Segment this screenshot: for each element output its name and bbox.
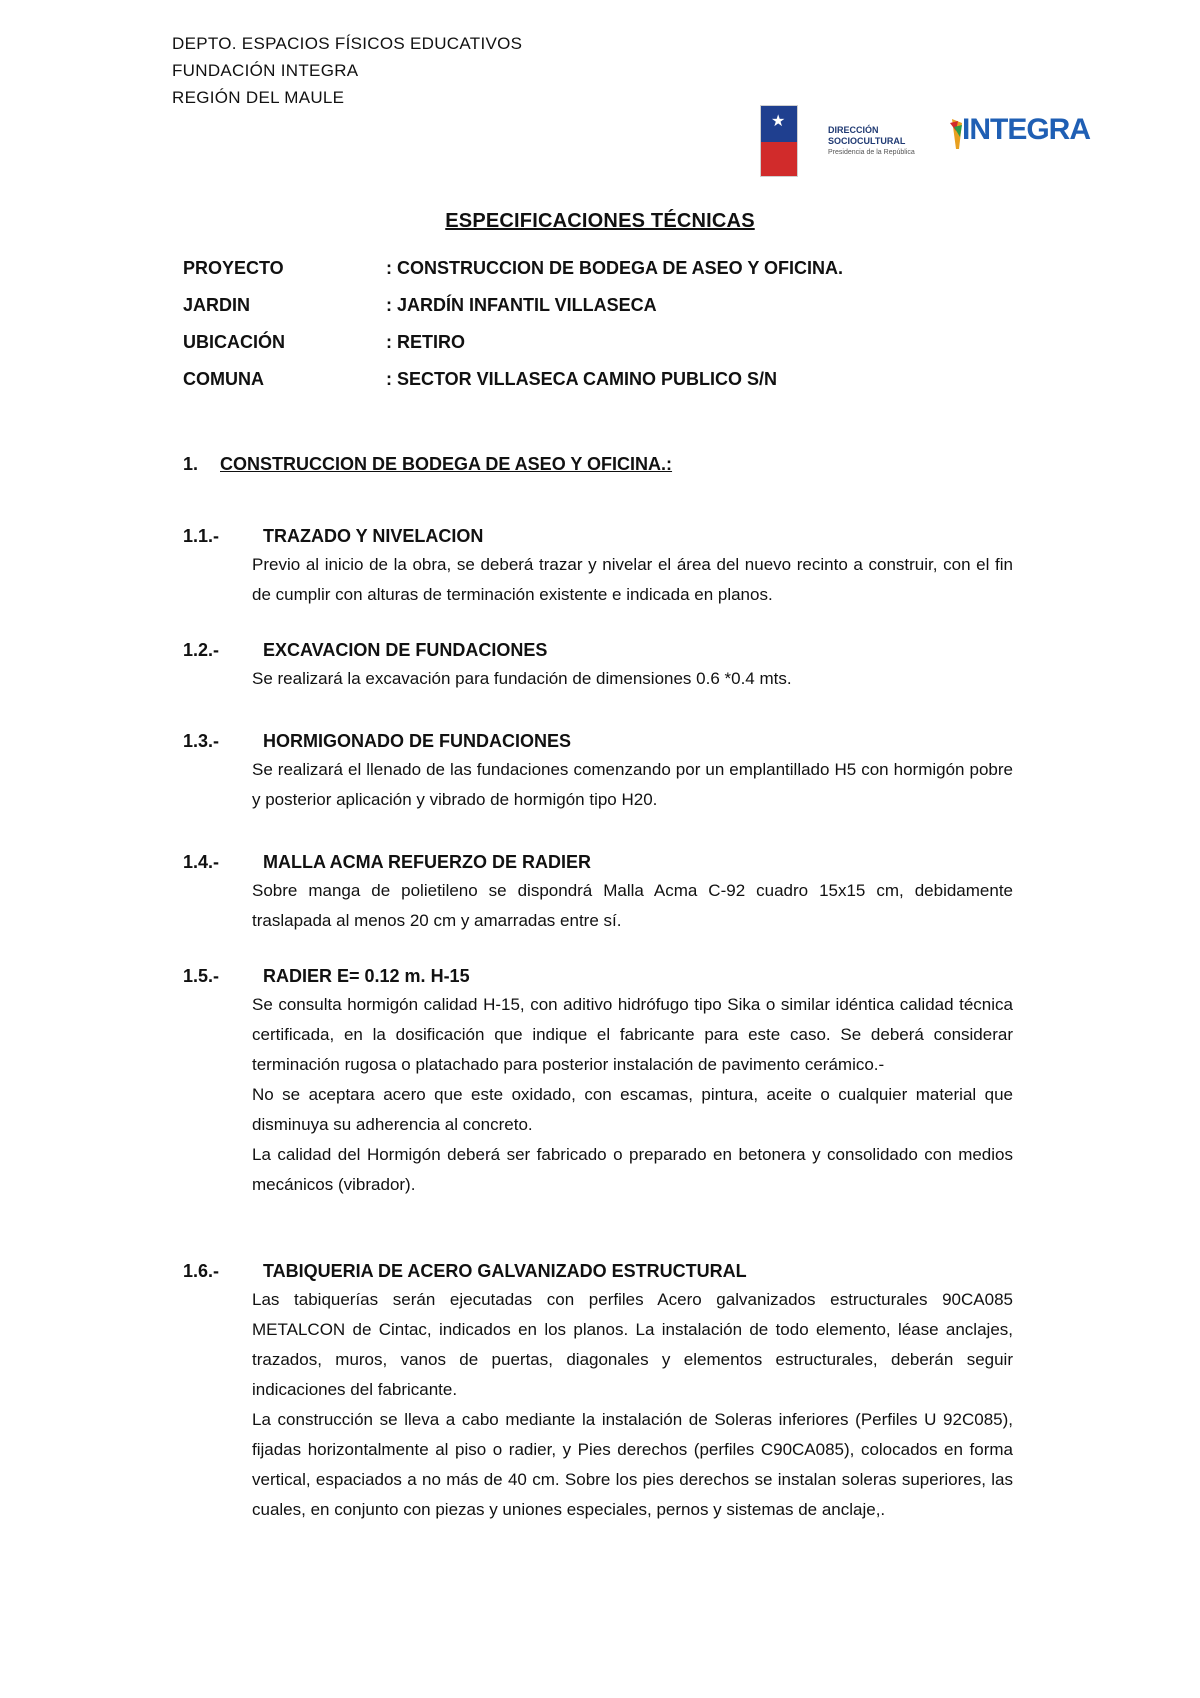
dsc-subtitle: Presidencia de la República <box>828 149 915 156</box>
item-number: 1.3.- <box>183 731 220 751</box>
dsc-title: DIRECCIÓN SOCIOCULTURAL <box>828 125 906 146</box>
item-title: RADIER E= 0.12 m. H-15 <box>263 966 470 986</box>
item-number: 1.1.- <box>183 526 220 546</box>
info-label: PROYECTO <box>183 258 284 278</box>
star-icon: ★ <box>771 113 786 130</box>
info-value: : SECTOR VILLASECA CAMINO PUBLICO S/N <box>386 369 778 389</box>
item-heading <box>183 522 1013 550</box>
item-tabiqueria <box>183 1257 1013 1525</box>
institution-header <box>172 30 522 111</box>
integra-logo <box>950 109 1090 159</box>
header-foundation: FUNDACIÓN INTEGRA <box>172 61 359 80</box>
item-excavacion <box>183 636 1013 694</box>
item-paragraph: No se aceptara acero que este oxidado, con escamas, pintura, aceite o cualquier material que disminuya su adherencia al concreto. <box>252 1085 1013 1134</box>
direccion-sociocultural-logo <box>828 125 948 158</box>
gobierno-de-chile-logo <box>760 105 798 177</box>
item-paragraph: La calidad del Hormigón deberá ser fabricado o preparado en betonera y consolidado con medios mecánicos (vibrador). <box>252 1145 1013 1194</box>
section-number: 1. <box>183 454 199 474</box>
item-hormigonado <box>183 727 1013 815</box>
document-title: ESPECIFICACIONES TÉCNICAS <box>445 210 755 232</box>
info-label: COMUNA <box>183 369 264 389</box>
item-heading <box>183 962 1013 990</box>
item-number: 1.5.- <box>183 966 220 986</box>
section-heading <box>183 454 672 475</box>
item-paragraph: Sobre manga de polietileno se dispondrá Malla Acma C-92 cuadro 15x15 cm, debidamente traslapada al menos 20 cm y amarradas entre sí. <box>252 881 1013 930</box>
item-paragraph: Las tabiquerías serán ejecutadas con perfiles Acero galvanizados estructurales 90CA085 METALCON de Cintac, indicados en los planos. La instalación de todo elemento, léase anclajes, trazados, muros, vanos de puertas, diagonales y elementos estructurales, deberán seguir indicaciones del fabricante. <box>252 1290 1013 1399</box>
item-title: MALLA ACMA REFUERZO DE RADIER <box>263 852 591 872</box>
item-number: 1.2.- <box>183 640 220 660</box>
item-paragraph: Previo al inicio de la obra, se deberá trazar y nivelar el área del nuevo recinto a construir, con el fin de cumplir con alturas de terminación existente e indicada en planos. <box>252 555 1013 604</box>
item-heading <box>183 636 1013 664</box>
info-value: : CONSTRUCCION DE BODEGA DE ASEO Y OFICINA. <box>386 258 844 278</box>
item-title: HORMIGONADO DE FUNDACIONES <box>263 731 572 751</box>
item-title: TABIQUERIA DE ACERO GALVANIZADO ESTRUCTURAL <box>263 1261 747 1281</box>
integra-wordmark: INTEGRA <box>962 113 1090 146</box>
item-heading <box>183 1257 1013 1285</box>
info-value: : RETIRO <box>386 332 465 352</box>
item-radier <box>183 962 1013 1200</box>
item-title: EXCAVACION DE FUNDACIONES <box>263 640 548 660</box>
header-region: REGIÓN DEL MAULE <box>172 88 345 107</box>
logos-banner <box>760 105 1090 181</box>
item-title: TRAZADO Y NIVELACION <box>263 526 484 546</box>
item-paragraph: La construcción se lleva a cabo mediante la instalación de Soleras inferiores (Perfiles U 92C085), fijadas horizontalmente al piso o radier, y Pies derechos (perfiles C90CA085), colocados en forma vertical, espaciados a no más de 40 cm. Sobre los pies derechos se instalan soleras superiores, las cuales, en conjunto con piezas y uniones especiales, pernos y sistemas de anclaje,. <box>252 1410 1013 1519</box>
info-value: : JARDÍN INFANTIL VILLASECA <box>386 295 657 315</box>
item-malla-acma <box>183 848 1013 936</box>
item-heading <box>183 848 1013 876</box>
item-paragraph: Se realizará el llenado de las fundaciones comenzando por un emplantillado H5 con hormigón pobre y posterior aplicación y vibrado de hormigón tipo H20. <box>252 760 1013 809</box>
item-number: 1.6.- <box>183 1261 220 1281</box>
item-number: 1.4.- <box>183 852 220 872</box>
header-department: DEPTO. ESPACIOS FÍSICOS EDUCATIVOS <box>172 34 523 53</box>
item-heading <box>183 727 1013 755</box>
item-paragraph: Se consulta hormigón calidad H-15, con aditivo hidrófugo tipo Sika o similar idéntica calidad técnica certificada, en la dosificación que indique el fabricante para este caso. Se deberá considerar terminación rugosa o platachado para posterior instalación de pavimento cerámico.- <box>252 995 1013 1074</box>
section-title: CONSTRUCCION DE BODEGA DE ASEO Y OFICINA.: <box>220 454 673 474</box>
item-trazado <box>183 522 1013 610</box>
info-label: JARDIN <box>183 295 251 315</box>
info-label: UBICACIÓN <box>183 332 285 352</box>
item-paragraph: Se realizará la excavación para fundación de dimensiones 0.6 *0.4 mts. <box>252 669 792 688</box>
